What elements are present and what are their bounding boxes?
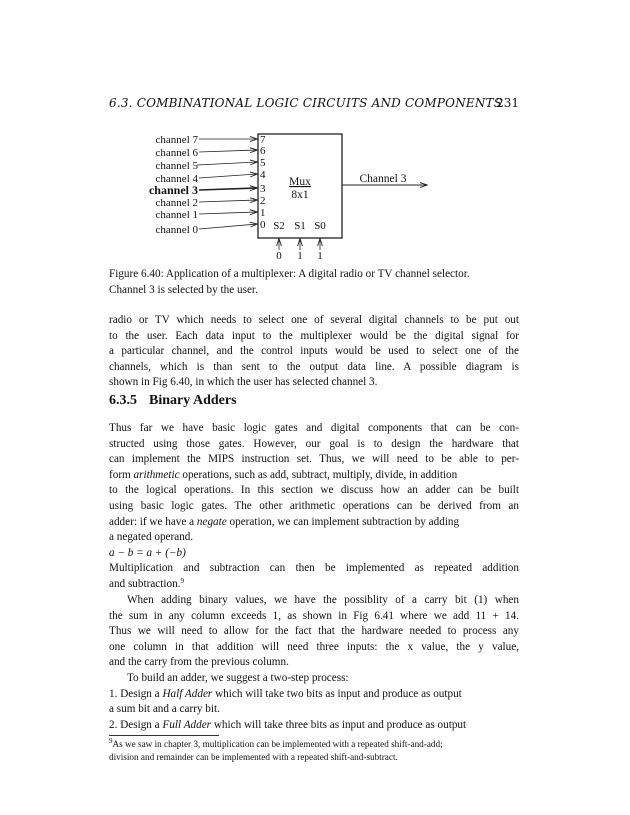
mux-input-number: 7 <box>260 134 266 146</box>
running-head-title: 6.3. COMBINATIONAL LOGIC CIRCUITS AND COMPONENTS <box>109 96 503 110</box>
page-number: 231 <box>496 96 519 110</box>
channel-label: channel 1 <box>155 209 198 221</box>
text-line: adder: if we have a negate operation, we can implement subtraction by adding <box>109 515 460 528</box>
mux-input-number: 0 <box>260 219 266 231</box>
text-line: channels, which is than sent to the output data line. A possible diagram is <box>109 360 519 373</box>
output-label: Channel 3 <box>359 173 407 185</box>
text-line: form arithmetic operations, such as add, subtract, multiply, divide, in addition <box>109 468 458 481</box>
text-line: 2. Design a Full Adder which will take three bits as input and produce as output <box>109 718 467 731</box>
equation: a − b = a + (−b) <box>109 546 186 559</box>
figure-caption <box>109 266 519 297</box>
text-line: Thus far we have basic logic gates and digital components that can be con- <box>109 422 519 434</box>
paragraph-two-step <box>109 671 519 733</box>
text-line: Thus we will need to allow for the fact that the hardware needed to process any <box>109 625 519 638</box>
footnote-line: division and remainder can be implemented with a repeated shift-and-subtract. <box>109 752 398 762</box>
channel-label: channel 6 <box>155 147 198 159</box>
select-value: 0 <box>276 250 282 262</box>
text-line: structed using those gates. However, our goal is to design the hardware that <box>109 437 519 450</box>
text-line: a particular channel, and the control inputs would be used to select one of the <box>109 345 519 358</box>
channel-input-line <box>199 150 257 152</box>
text-line: To build an adder, we suggest a two-step process: <box>127 672 349 684</box>
paragraph-mux-usage <box>109 313 519 391</box>
select-label: S2 <box>273 220 285 232</box>
text-line: to the logical operations. In this section we discuss how an adder can be built <box>109 484 519 497</box>
channel-input-line <box>197 162 257 165</box>
footnote-marker: 9 <box>180 576 184 585</box>
channel-label: channel 4 <box>155 173 198 185</box>
channel-label: channel 5 <box>155 160 198 172</box>
text-line: shown in Fig 6.40, in which the user has selected channel 3. <box>109 376 378 389</box>
text-line: using basic logic gates. The other arithmetic operations can be derived from an <box>109 499 519 512</box>
text-line: a negated operand. <box>109 531 194 544</box>
select-lines <box>273 220 326 262</box>
caption-line: Channel 3 is selected by the user. <box>109 283 258 296</box>
text-line: to the user. Each data input to the multiplexer would be the digital signal for <box>109 329 519 342</box>
select-label: S1 <box>294 220 306 232</box>
channel-label: channel 2 <box>155 197 198 209</box>
section-title: Binary Adders <box>149 393 237 408</box>
caption-line: Figure 6.40: Application of a multiplexer: A digital radio or TV channel selector. <box>109 268 470 280</box>
paragraph-adders-intro <box>109 421 519 593</box>
text-line: a sum bit and a carry bit. <box>109 703 220 716</box>
mux-input-number: 5 <box>260 157 266 169</box>
mux-input-numbers <box>260 134 266 231</box>
channel-input-lines <box>197 139 257 229</box>
select-value: 1 <box>317 250 323 262</box>
section-heading <box>109 393 237 409</box>
channel-labels <box>149 134 199 236</box>
select-value: 1 <box>297 250 303 262</box>
channel-label: channel 7 <box>155 134 198 146</box>
mux-input-number: 4 <box>260 169 266 181</box>
channel-input-line <box>199 174 257 178</box>
paragraph-carry <box>109 593 519 671</box>
text-line: When adding binary values, we have the possiblity of a carry bit (1) when <box>127 594 519 606</box>
mux-input-number: 1 <box>260 207 266 219</box>
text-line: can implement the MIPS instruction set. Thus, we will need to be able to per- <box>109 453 519 466</box>
text-line: and the carry from the previous column. <box>109 656 289 669</box>
channel-input-line <box>199 212 257 214</box>
text-line: one column in that addition will need three inputs: the x value, the y value, <box>109 640 519 653</box>
text-line: and subtraction.$^9$ <box>109 576 184 590</box>
text-line: radio or TV which needs to select one of several digital channels to be put out <box>109 314 519 326</box>
channel-input-line <box>199 224 257 229</box>
mux-figure <box>0 0 630 280</box>
channel-label: channel 0 <box>155 224 198 236</box>
channel-input-line <box>199 200 257 202</box>
channel-input-line <box>199 188 257 190</box>
text-line: the sum in any column exceeds 1, as shown in Fig 6.41 where we add 11 + 14. <box>109 609 519 622</box>
mux-input-number: 3 <box>260 183 266 195</box>
footnote-rule <box>109 735 219 736</box>
text-line: 1. Design a Half Adder which will take two bits as input and produce as output <box>109 687 462 700</box>
channel-label: channel 3 <box>148 183 198 197</box>
mux-label: Mux <box>289 176 311 188</box>
mux-input-number: 2 <box>260 195 266 207</box>
text-line: Multiplication and subtraction can then be implemented as repeated addition <box>109 562 519 575</box>
mux-input-number: 6 <box>260 145 266 157</box>
section-number: 6.3.5 <box>109 393 137 408</box>
select-label: S0 <box>314 220 326 232</box>
mux-size-label: 8x1 <box>291 189 309 201</box>
footnote <box>109 738 519 764</box>
footnote-line: $^9$As we saw in chapter 3, multiplication can be implemented with a repeated shift-and-add; <box>109 737 443 749</box>
